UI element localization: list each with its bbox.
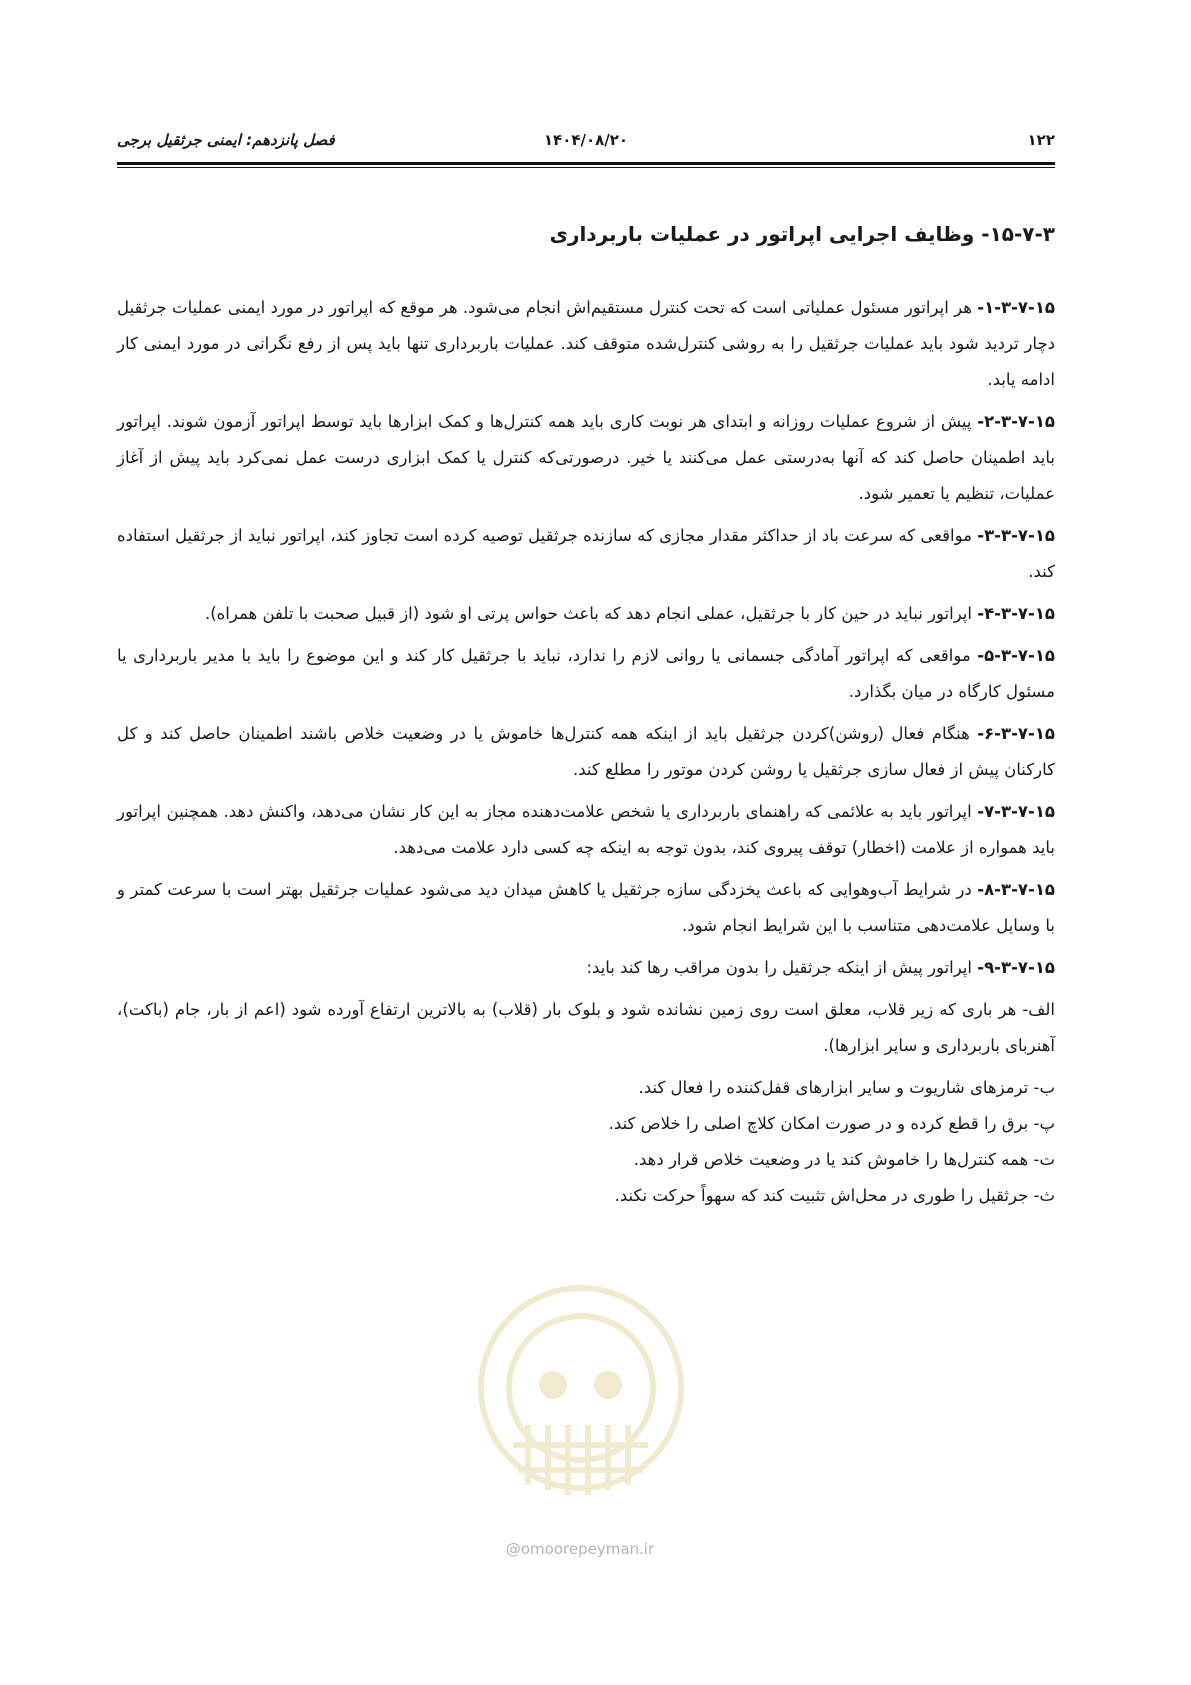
paragraph-number: ۴-۳-۷-۱۵- [977, 604, 1055, 623]
watermark-text: @omoorepeyman.ir [505, 1540, 655, 1558]
paragraph-text: اپراتور نباید در حین کار با جرثقیل، عملی انجام دهد که باعث حواس پرتی او شود (از قبیل صحبت با تلفن همراه). [204, 604, 978, 623]
paragraph-6 [117, 716, 1055, 788]
paragraph-text: مواقعی که سرعت باد از حداکثر مقدار مجازی که سازنده جرثقیل توصیه کرده است تجاوز کند، اپراتور نباید از جرثقیل استفاده کند. [117, 526, 1055, 581]
list-item-te: ت- همه کنترل‌ها را خاموش کند یا در وضعیت خلاص قرار دهد. [633, 1150, 1055, 1169]
paragraph-2 [117, 404, 1055, 512]
watermark-seal-icon [468, 1275, 694, 1515]
paragraph-number: ۶-۳-۷-۱۵- [977, 724, 1055, 743]
paragraph-number: ۳-۳-۷-۱۵- [977, 526, 1055, 545]
paragraph-number: ۱-۳-۷-۱۵- [977, 298, 1055, 317]
paragraph-1 [117, 290, 1055, 398]
page-header [117, 131, 1055, 157]
paragraph-3 [117, 518, 1055, 590]
section-title: ۱۵-۷-۳- وظایف اجرایی اپراتور در عملیات باربرداری [549, 222, 1055, 246]
paragraph-number: ۷-۳-۷-۱۵- [977, 802, 1055, 821]
page-number: ۱۲۲ [1027, 131, 1055, 149]
paragraph-number: ۹-۳-۷-۱۵- [977, 958, 1055, 977]
paragraph-number: ۲-۳-۷-۱۵- [977, 412, 1055, 431]
paragraph-text: مواقعی که اپراتور آمادگی جسمانی یا روانی لازم را ندارد، نباید با جرثقیل کار کند و این موضوع را باید با مدیر باربرداری یا مسئول کارگاه در میان بگذارد. [117, 646, 1055, 701]
list-item-be: ب- ترمزهای شاریوت و سایر ابزارهای قفل‌کننده را فعال کند. [638, 1078, 1055, 1097]
header-date: ۱۴۰۴/۰۸/۲۰ [543, 131, 629, 149]
paragraph-text: هنگام فعال (روشن)کردن جرثقیل باید از اینکه همه کنترل‌ها خاموش یا در وضعیت خلاص باشند اطمینان حاصل کند و کل کارکنان پیش از فعال سازی جرثقیل یا روشن کردن موتور را مطلع کند. [117, 724, 1055, 779]
paragraph-8 [117, 872, 1055, 944]
paragraph-5 [117, 638, 1055, 710]
paragraph-7 [117, 794, 1055, 866]
paragraph-text: در شرایط آب‌وهوایی که باعث یخزدگی سازه جرثقیل یا کاهش میدان دید می‌شود عملیات جرثقیل بهتر است با سرعت کمتر و با وسایل علامت‌دهی متناسب با این شرایط انجام شود. [117, 880, 1055, 935]
list-item-pe: پ- برق را قطع کرده و در صورت امکان کلاچ اصلی را خلاص کند. [608, 1114, 1055, 1133]
paragraph-4 [117, 596, 1055, 632]
paragraph-text: پیش از شروع عملیات روزانه و ابتدای هر نوبت کاری باید همه کنترل‌ها و کمک ابزارها باید توسط اپراتور آزمون شوند. اپراتور باید اطمینان حاصل کند که آنها به‌درستی عمل می‌کنند یا خیر. درصورتی‌که کنترل یا کمک ابزاری درست عمل نمی‌کرد باید پیش از آغاز عملیات، تنظیم یا تعمیر شود. [117, 412, 1055, 503]
document-body [117, 290, 1055, 1214]
chapter-title: فصل پانزدهم: ایمنی جرثقیل برجی [117, 131, 335, 149]
paragraph-text: اپراتور باید به علائمی که راهنمای باربرداری یا شخص علامت‌دهنده مجاز به این کار نشان می‌دهد، واکنش دهد. همچنین اپراتور باید همواره از علامت (اخطار) توقف پیروی کند، بدون توجه به اینکه چه کسی دارد علامت می‌دهد. [117, 802, 1055, 857]
header-rule-thick [117, 162, 1055, 165]
paragraph-text: هر اپراتور مسئول عملیاتی است که تحت کنترل مستقیم‌اش انجام می‌شود. هر موقع که اپراتور در مورد ایمنی عملیات جرثقیل دچار تردید شود باید عملیات جرثقیل را به روشی کنترل‌شده متوقف کند. عملیات باربرداری تنها باید پس از رفع نگرانی در مورد ایمنی کار ادامه یابد. [117, 298, 1055, 389]
header-rule-thin [117, 167, 1055, 168]
paragraph-number: ۵-۳-۷-۱۵- [977, 646, 1055, 665]
list-item-se: ث- جرثقیل را طوری در محل‌اش تثبیت کند که سهواً حرکت نکند. [614, 1186, 1055, 1205]
paragraph-number: ۸-۳-۷-۱۵- [977, 880, 1055, 899]
list-item-alef: الف- هر باری که زیر قلاب، معلق است روی زمین نشانده شود و بلوک بار (قلاب) به بالاترین ارتفاع آورده شود (اعم از بار، جام (باکت)، آهنربای باربرداری و سایر ابزارها). [117, 1000, 1055, 1055]
paragraph-text: اپراتور پیش از اینکه جرثقیل را بدون مراقب رها کند باید: [586, 958, 978, 977]
paragraph-9 [117, 950, 1055, 986]
